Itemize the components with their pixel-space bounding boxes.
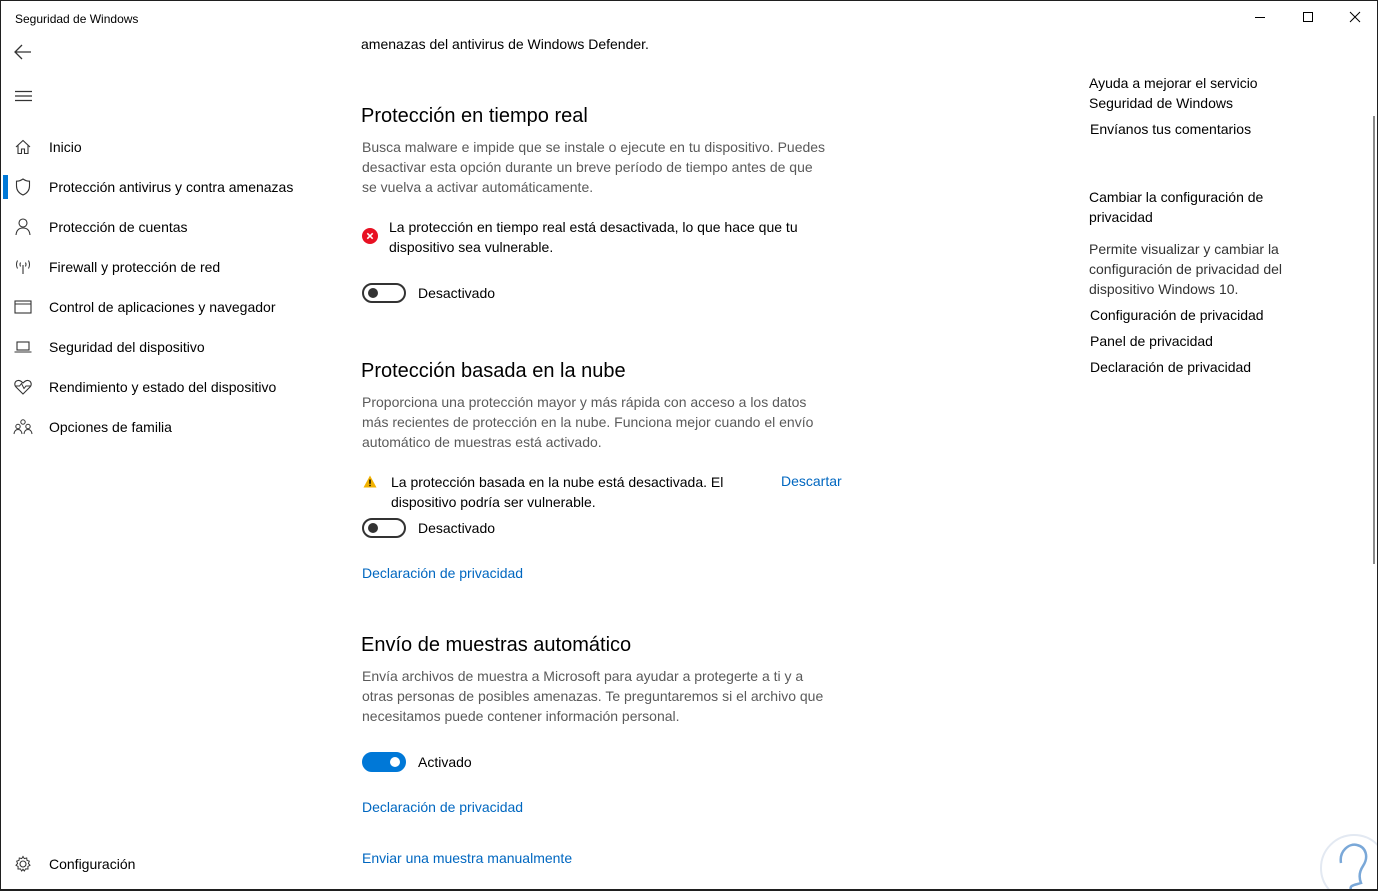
samples-desc-line: necesitamos puede contener información personal. [362, 708, 680, 724]
close-button[interactable] [1332, 1, 1378, 33]
close-icon [1349, 11, 1361, 23]
privacy-settings-link[interactable]: Configuración de privacidad [1090, 307, 1264, 323]
warning-icon [363, 475, 377, 493]
cloud-desc-line: automático de muestras está activado. [362, 434, 602, 450]
sidebar-item-firewall[interactable]: Firewall y protección de red [1, 247, 321, 287]
privacy-desc-line: configuración de privacidad del [1089, 261, 1283, 277]
cloud-alert-line: La protección basada en la nube está desactivada. El [391, 474, 724, 490]
minimize-button[interactable] [1237, 1, 1283, 33]
dismiss-link[interactable]: Descartar [781, 473, 842, 489]
watermark-logo-icon [1319, 833, 1378, 891]
cloud-toggle[interactable] [362, 518, 406, 538]
family-icon [13, 417, 33, 437]
feedback-link[interactable]: Envíanos tus comentarios [1090, 121, 1252, 137]
sidebar-item-dispositivo[interactable]: Seguridad del dispositivo [1, 327, 321, 367]
person-icon [13, 217, 33, 237]
sidebar-item-rendimiento[interactable]: Rendimiento y estado del dispositivo [1, 367, 321, 407]
maximize-icon [1302, 11, 1314, 23]
realtime-alert-line: dispositivo sea vulnerable. [389, 239, 554, 255]
realtime-title: Protección en tiempo real [361, 105, 588, 127]
privacy-title-line: Cambiar la configuración de [1089, 189, 1264, 205]
samples-toggle[interactable] [362, 752, 406, 772]
manual-sample-link[interactable]: Enviar una muestra manualmente [362, 850, 573, 866]
vertical-scrollbar[interactable] [1373, 116, 1375, 564]
home-icon [13, 137, 33, 157]
realtime-desc-line: Busca malware e impide que se instale o ejecute en tu dispositivo. Puedes [362, 139, 826, 155]
privacy-desc-line: Permite visualizar y cambiar la [1089, 241, 1279, 257]
samples-toggle-label: Activado [418, 754, 472, 770]
app-window-icon [13, 297, 33, 317]
sidebar-item-antivirus[interactable]: Protección antivirus y contra amenazas [1, 167, 321, 207]
hamburger-menu-icon [15, 89, 32, 107]
error-icon [362, 228, 378, 249]
samples-desc-line: otras personas de posibles amenazas. Te preguntaremos si el archivo que [362, 688, 824, 704]
heart-pulse-icon [13, 377, 33, 397]
privacy-dashboard-link[interactable]: Panel de privacidad [1090, 333, 1213, 349]
minimize-icon [1254, 11, 1266, 23]
cloud-title: Protección basada en la nube [361, 360, 626, 382]
feedback-title-line: Seguridad de Windows [1089, 95, 1233, 111]
sidebar-item-familia[interactable]: Opciones de familia [1, 407, 321, 447]
shield-icon [13, 177, 33, 197]
intro-text: amenazas del antivirus de Windows Defender. [361, 36, 649, 52]
feedback-title-line: Ayuda a mejorar el servicio [1089, 75, 1258, 91]
laptop-icon [13, 337, 33, 357]
cloud-desc-line: más recientes de protección en la nube. Funciona mejor cuando el envío [362, 414, 814, 430]
back-arrow-icon [14, 44, 32, 65]
sidebar-item-cuentas[interactable]: Protección de cuentas [1, 207, 321, 247]
back-button[interactable] [1, 36, 45, 72]
privacy-title-line: privacidad [1089, 209, 1153, 225]
sidebar-item-configuracion[interactable]: Configuración [1, 844, 321, 884]
maximize-button[interactable] [1285, 1, 1331, 33]
cloud-toggle-label: Desactivado [418, 520, 496, 536]
cloud-desc-line: Proporciona una protección mayor y más rápida con acceso a los datos [362, 394, 807, 410]
realtime-alert-line: La protección en tiempo real está desactivada, lo que hace que tu [389, 219, 798, 235]
realtime-toggle[interactable] [362, 283, 406, 303]
cloud-privacy-link[interactable]: Declaración de privacidad [362, 565, 524, 581]
privacy-statement-link[interactable]: Declaración de privacidad [1090, 359, 1252, 375]
samples-desc-line: Envía archivos de muestra a Microsoft para ayudar a protegerte a ti y a [362, 668, 804, 684]
wireless-icon [13, 257, 33, 277]
cloud-alert-line: dispositivo podría ser vulnerable. [391, 494, 596, 510]
app-title: Seguridad de Windows [15, 12, 139, 26]
realtime-desc-line: desactivar esta opción durante un breve período de tiempo antes de que [362, 159, 813, 175]
samples-title: Envío de muestras automático [361, 634, 632, 656]
sidebar-item-inicio[interactable]: Inicio [1, 127, 321, 167]
samples-privacy-link[interactable]: Declaración de privacidad [362, 799, 524, 815]
menu-button[interactable] [1, 80, 45, 116]
privacy-desc-line: dispositivo Windows 10. [1089, 281, 1239, 297]
realtime-toggle-label: Desactivado [418, 285, 496, 301]
sidebar-item-aplicaciones[interactable]: Control de aplicaciones y navegador [1, 287, 321, 327]
title-bar [1, 1, 1377, 35]
realtime-desc-line: se vuelva a activar automáticamente. [362, 179, 594, 195]
gear-icon [13, 854, 33, 874]
